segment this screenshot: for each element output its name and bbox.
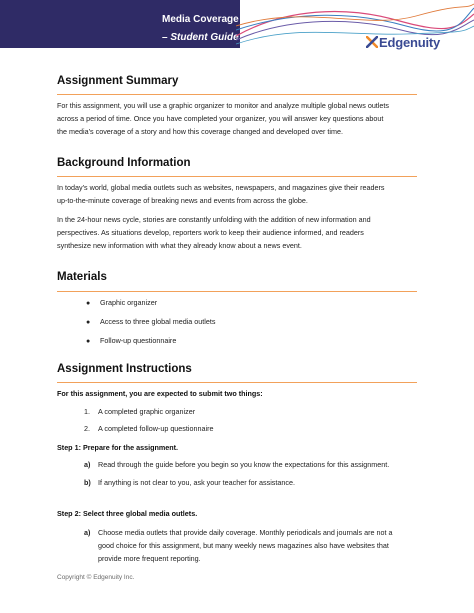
- bullet-icon: ●: [86, 338, 91, 345]
- instructions-intro: For this assignment, you are expected to submit two things:: [57, 389, 263, 398]
- item-letter: a): [84, 460, 91, 469]
- text-line: up-to-the-minute coverage of breaking news and events from across the globe.: [57, 196, 308, 206]
- item-text: good choice for this assignment, but many weekly news magazines also have websites that: [98, 541, 389, 551]
- text-line: In today’s world, global media outlets such as websites, newspapers, and magazines give their readers: [57, 183, 385, 192]
- edgenuity-x-icon: [366, 36, 378, 48]
- item-letter: a): [84, 528, 91, 537]
- materials-list-item: [86, 317, 215, 326]
- text-line: the media’s coverage of a story and how this coverage changed and developed over time.: [57, 127, 343, 137]
- list-item-text: Follow-up questionnaire: [100, 336, 177, 345]
- edgenuity-logo: [366, 34, 440, 50]
- assignment-summary-text: [57, 99, 419, 139]
- background-heading: Background Information: [57, 157, 191, 169]
- item-letter: b): [84, 478, 91, 487]
- instructions-heading: Assignment Instructions: [57, 363, 192, 375]
- section-divider: [57, 291, 417, 292]
- item-text: provide more frequent reporting.: [98, 554, 201, 564]
- text-line: In the 24-hour news cycle, stories are constantly unfolding with the addition of new information and: [57, 215, 371, 224]
- bullet-icon: ●: [86, 319, 91, 326]
- list-item-text: A completed follow-up questionnaire: [98, 424, 214, 433]
- logo-text: Edgenuity: [379, 34, 441, 50]
- materials-heading: Materials: [57, 271, 107, 283]
- text-line: across a period of time. Once you have completed your organizer, you will answer key questions about: [57, 114, 384, 124]
- text-line: perspectives. As situations develop, reporters work to keep their audience informed, and readers: [57, 228, 364, 238]
- header-title: Media Coverage: [162, 14, 239, 25]
- submit-list-item: [84, 407, 195, 416]
- section-divider: [57, 176, 417, 177]
- step-2-title: Step 2: Select three global media outlets.: [57, 509, 198, 518]
- item-text: Choose media outlets that provide daily coverage. Monthly periodicals and journals are not a: [98, 528, 393, 537]
- background-paragraph-2: [57, 213, 419, 253]
- text-line: synthesize new information with what they already know about a news event.: [57, 241, 302, 251]
- list-item-text: A completed graphic organizer: [98, 407, 196, 416]
- background-paragraph-1: [57, 181, 419, 207]
- header-subtitle: – Student Guide: [162, 32, 239, 43]
- list-number: 1.: [84, 407, 90, 416]
- page-header: [0, 0, 474, 55]
- assignment-summary-heading: Assignment Summary: [57, 75, 179, 87]
- materials-list-item: [86, 336, 176, 345]
- bullet-icon: ●: [86, 300, 91, 307]
- text-line: For this assignment, you will use a graphic organizer to monitor and analyze multiple global news outlets: [57, 101, 389, 110]
- list-item-text: Access to three global media outlets: [100, 317, 216, 326]
- submit-list-item: [84, 424, 213, 433]
- step-1-title: Step 1: Prepare for the assignment.: [57, 443, 179, 452]
- section-divider: [57, 382, 417, 383]
- step-1-item: [84, 476, 418, 489]
- item-text: Read through the guide before you begin so you know the expectations for this assignment.: [98, 460, 390, 469]
- step-1-item: [84, 458, 418, 471]
- materials-list-item: [86, 298, 157, 307]
- item-text: If anything is not clear to you, ask your teacher for assistance.: [98, 478, 295, 487]
- list-item-text: Graphic organizer: [100, 298, 158, 307]
- copyright-footer: Copyright © Edgenuity Inc.: [57, 574, 135, 581]
- step-2-item: [84, 526, 418, 566]
- section-divider: [57, 94, 417, 95]
- list-number: 2.: [84, 424, 90, 433]
